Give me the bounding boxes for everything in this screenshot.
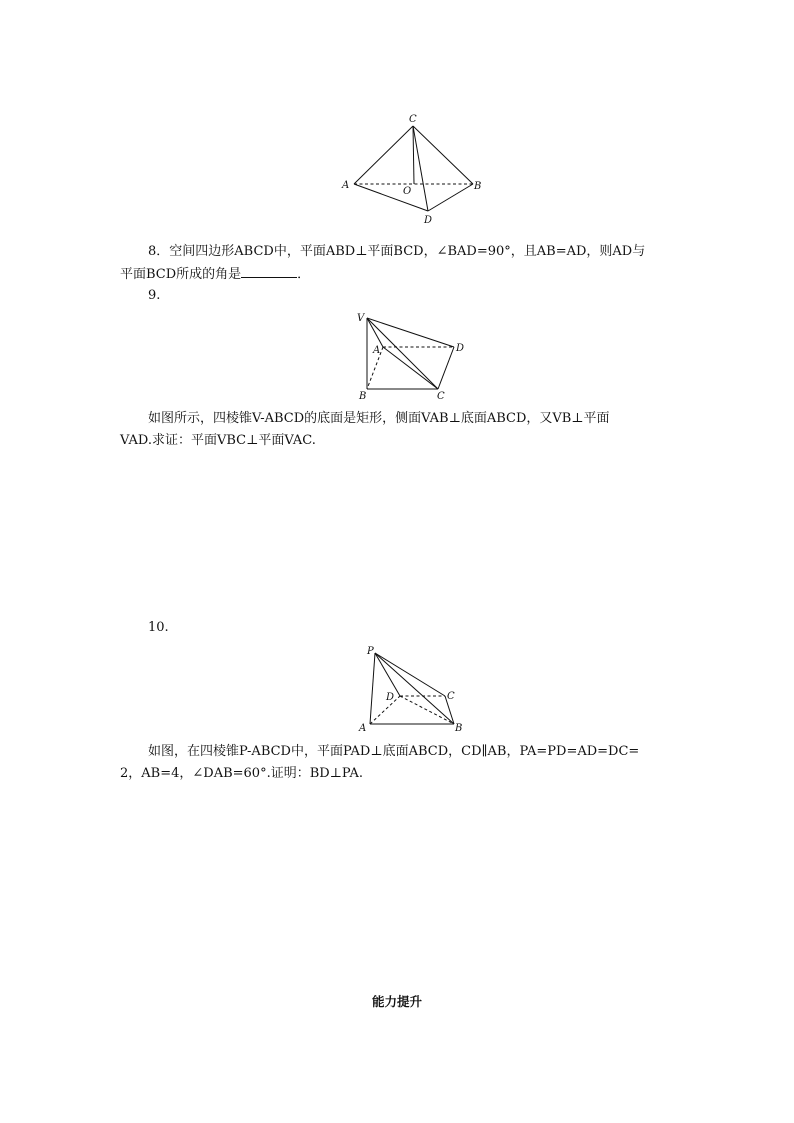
edge-CD: [438, 347, 454, 389]
section-heading: 能力提升: [371, 994, 422, 1009]
label-C: C: [447, 691, 455, 702]
edge-AD: [354, 184, 428, 211]
pyramid-vabcd-figure: [0, 300, 794, 410]
edge-CA: [354, 126, 413, 184]
q9-line2: VAD.求证：平面VBC⊥平面VAC.: [120, 433, 316, 448]
label-D: D: [456, 343, 465, 354]
q8-line2: [120, 264, 310, 285]
label-A: A: [342, 180, 350, 191]
label-D: D: [424, 215, 433, 226]
q10-line2: 2，AB=4，∠DAB=60°.证明：BD⊥PA.: [120, 766, 363, 781]
label-C: C: [409, 114, 417, 125]
label-B: B: [474, 181, 482, 192]
edge-AC: [383, 347, 438, 389]
edge-DB: [428, 184, 473, 211]
edge-PC: [375, 653, 445, 696]
q10-number: 10.: [148, 620, 169, 635]
edge-PA: [370, 653, 375, 724]
q8-line2-end: ．: [297, 267, 311, 282]
label-P: P: [367, 646, 374, 657]
q10-line1: 如图，在四棱锥P-ABCD中，平面PAD⊥底面ABCD，CD∥AB，PA=PD=AD=DC=: [148, 744, 640, 759]
edge-PB: [375, 653, 454, 724]
pyramid-pabcd-figure: [0, 640, 794, 740]
label-V: V: [357, 313, 365, 324]
tetrahedron-figure: [0, 0, 794, 240]
q8-line1: 8．空间四边形ABCD中，平面ABD⊥平面BCD，∠BAD=90°，且AB=AD，则AD与: [148, 244, 646, 259]
q8-line2-text: 平面BCD所成的角是: [120, 267, 242, 282]
label-B: B: [455, 723, 463, 734]
edge-AD-hidden: [370, 696, 400, 724]
answer-blank[interactable]: [241, 264, 297, 278]
edge-CO: [413, 126, 414, 184]
label-B: B: [359, 391, 367, 402]
label-C: C: [437, 391, 445, 402]
label-A: A: [373, 345, 381, 356]
label-A: A: [359, 723, 367, 734]
q9-number: 9.: [148, 288, 161, 303]
label-D: D: [386, 692, 395, 703]
q9-line1: 如图所示，四棱锥V-ABCD的底面是矩形，侧面VAB⊥底面ABCD，又VB⊥平面: [148, 411, 610, 426]
edge-PD-solid: [375, 653, 400, 696]
label-O: O: [403, 186, 412, 197]
